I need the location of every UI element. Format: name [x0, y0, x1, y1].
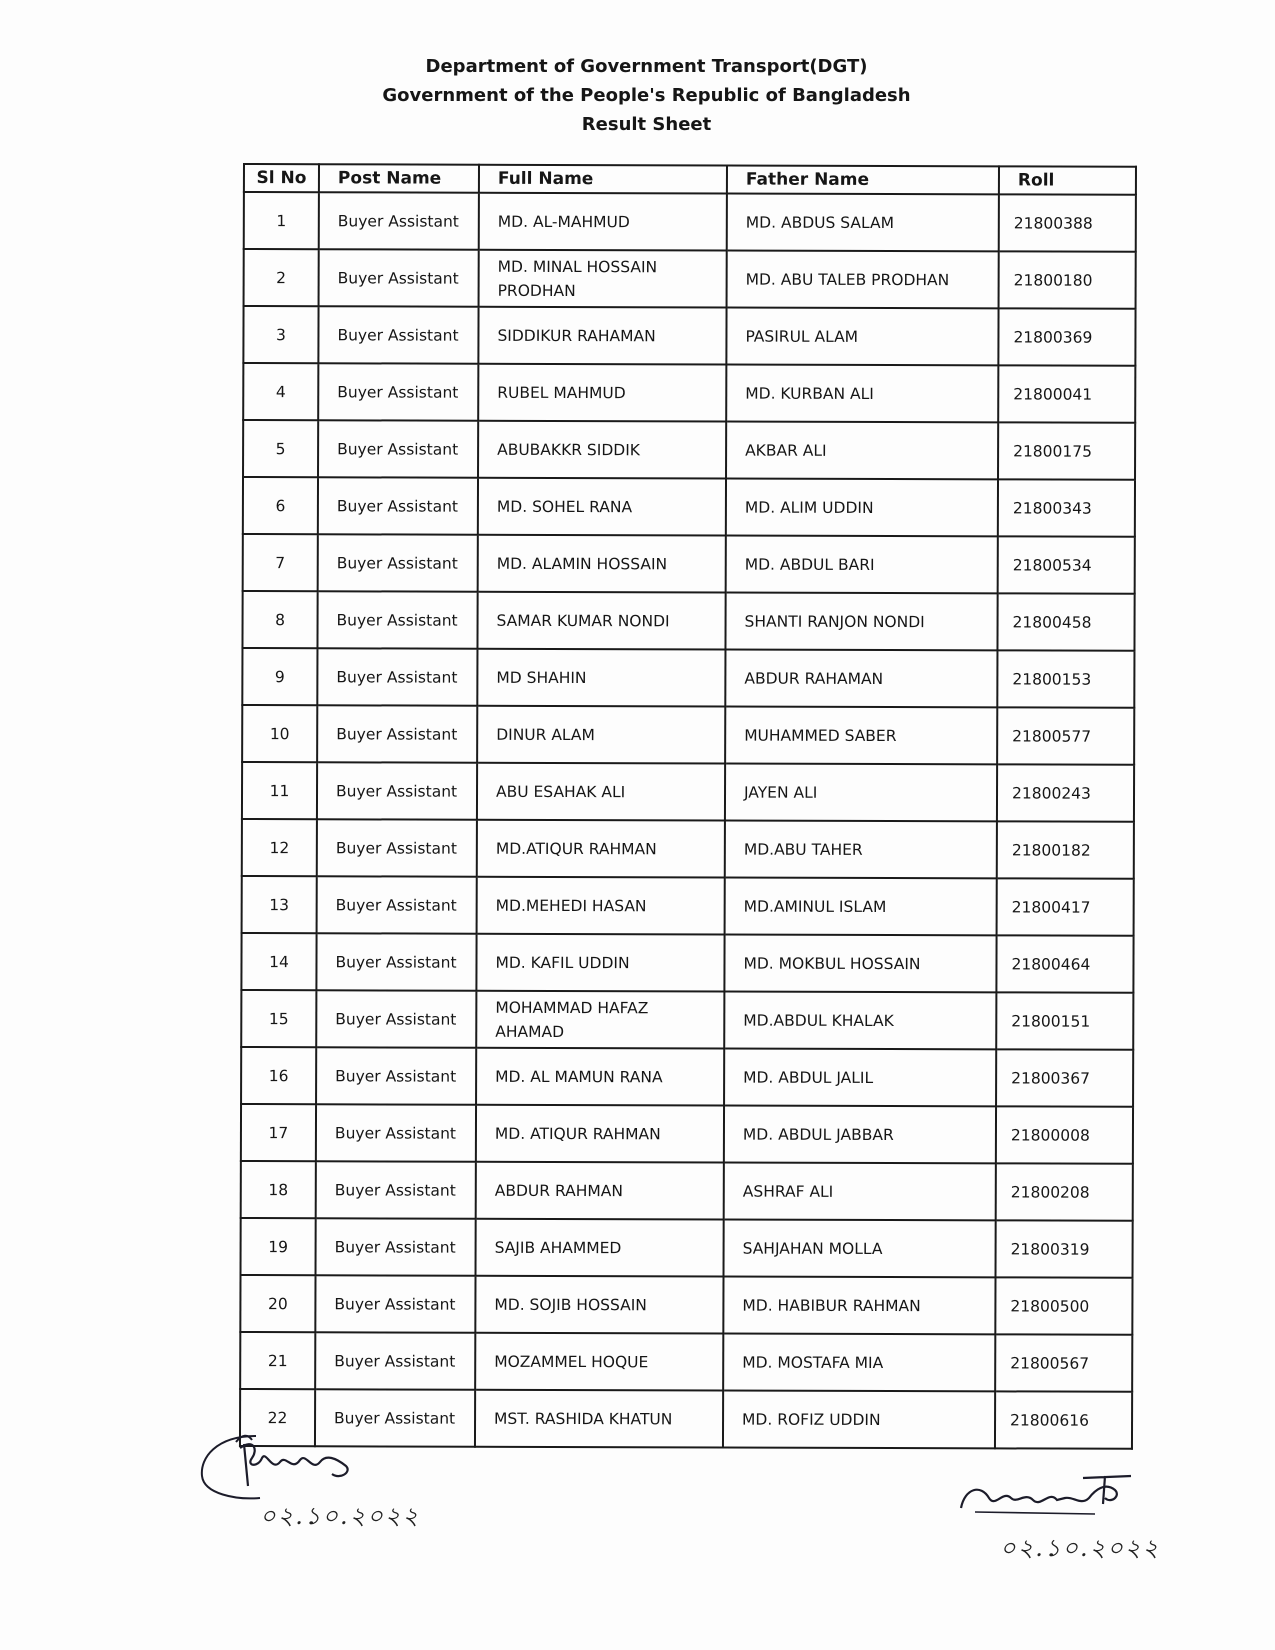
full-name-cell: MOZAMMEL HOQUE [475, 1333, 723, 1391]
table-row [243, 477, 1135, 537]
table-row [241, 1218, 1133, 1278]
father-name-cell: AKBAR ALI [726, 422, 998, 480]
sl-no-cell: 12 [242, 819, 317, 876]
right-signature-mark [955, 1468, 1145, 1528]
table-row [241, 933, 1133, 993]
full-name-cell: RUBEL MAHMUD [478, 364, 726, 422]
post-name-cell: Buyer Assistant [318, 477, 478, 535]
father-name-cell: MD. ROFIZ UDDIN [723, 1391, 995, 1449]
column-header-roll: Roll [999, 166, 1136, 194]
post-name-cell: Buyer Assistant [317, 762, 477, 820]
full-name-cell: MD. SOJIB HOSSAIN [475, 1276, 723, 1334]
document-header [0, 52, 1275, 139]
father-name-cell: ASHRAF ALI [724, 1163, 996, 1221]
full-name-cell: MD. MINAL HOSSAIN PRODHAN [479, 250, 727, 308]
roll-cell: 21800577 [997, 707, 1134, 764]
full-name-cell: SIDDIKUR RAHAMAN [478, 307, 726, 365]
roll-cell: 21800153 [997, 650, 1134, 707]
sl-no-cell: 2 [244, 249, 319, 306]
table-header-row [244, 164, 1136, 195]
roll-cell: 21800180 [999, 251, 1136, 308]
post-name-cell: Buyer Assistant [316, 1104, 476, 1162]
father-name-cell: MD. ABDUL JALIL [724, 1049, 996, 1107]
sl-no-cell: 11 [242, 762, 317, 819]
full-name-cell: MD. KAFIL UDDIN [476, 934, 724, 992]
father-name-cell: MD. ABDUL JABBAR [724, 1106, 996, 1164]
post-name-cell: Buyer Assistant [317, 819, 477, 877]
roll-cell: 21800369 [998, 308, 1135, 365]
roll-cell: 21800182 [997, 821, 1134, 878]
post-name-cell: Buyer Assistant [315, 1332, 475, 1390]
table-row [242, 762, 1134, 822]
father-name-cell: MD. HABIBUR RAHMAN [723, 1277, 995, 1335]
table-row [243, 420, 1135, 480]
full-name-cell: SAJIB AHAMMED [476, 1219, 724, 1277]
roll-cell: 21800367 [996, 1049, 1133, 1106]
sl-no-cell: 8 [242, 591, 317, 648]
roll-cell: 21800500 [995, 1277, 1132, 1334]
roll-cell: 21800319 [996, 1220, 1133, 1277]
roll-cell: 21800041 [998, 365, 1135, 422]
table-row [240, 1332, 1132, 1392]
sl-no-cell: 9 [242, 648, 317, 705]
table-row [243, 363, 1135, 423]
sl-no-cell: 4 [243, 363, 318, 420]
table-row [240, 1275, 1132, 1335]
father-name-cell: MD.ABDUL KHALAK [724, 992, 996, 1050]
column-header-full-name: Full Name [479, 165, 727, 194]
left-signature-date: ০২.১০.২০২২ [260, 1502, 421, 1530]
post-name-cell: Buyer Assistant [317, 591, 477, 649]
roll-cell: 21800464 [996, 935, 1133, 992]
sl-no-cell: 20 [240, 1275, 315, 1332]
full-name-cell: MD. AL MAMUN RANA [476, 1048, 724, 1106]
post-name-cell: Buyer Assistant [318, 534, 478, 592]
father-name-cell: MUHAMMED SABER [725, 707, 997, 765]
post-name-cell: Buyer Assistant [316, 1218, 476, 1276]
roll-cell: 21800175 [998, 422, 1135, 479]
table-row [241, 1047, 1133, 1107]
left-signature-mark [196, 1428, 366, 1508]
roll-cell: 21800208 [996, 1163, 1133, 1220]
full-name-cell: MST. RASHIDA KHATUN [475, 1390, 723, 1448]
post-name-cell: Buyer Assistant [316, 1161, 476, 1219]
left-signature [196, 1428, 366, 1508]
father-name-cell: MD. ABDUL BARI [726, 536, 998, 594]
father-name-cell: MD. ABDUS SALAM [727, 194, 999, 252]
table-row [242, 591, 1134, 651]
right-signature [955, 1468, 1145, 1528]
post-name-cell: Buyer Assistant [317, 705, 477, 763]
table-body [240, 192, 1136, 1449]
post-name-cell: Buyer Assistant [316, 933, 476, 991]
roll-cell: 21800343 [998, 479, 1135, 536]
full-name-cell: SAMAR KUMAR NONDI [477, 592, 725, 650]
sl-no-cell: 6 [243, 477, 318, 534]
father-name-cell: MD.AMINUL ISLAM [725, 878, 997, 936]
column-header-father-name: Father Name [727, 166, 999, 195]
post-name-cell: Buyer Assistant [315, 1275, 475, 1333]
sl-no-cell: 14 [241, 933, 316, 990]
post-name-cell: Buyer Assistant [316, 1047, 476, 1105]
father-name-cell: MD. MOKBUL HOSSAIN [724, 935, 996, 993]
full-name-cell: MD. ATIQUR RAHMAN [476, 1105, 724, 1163]
government-title: Government of the People's Republic of Bangladesh [382, 85, 911, 106]
full-name-cell: MD.MEHEDI HASAN [477, 877, 725, 935]
sl-no-cell: 15 [241, 990, 316, 1047]
post-name-cell: Buyer Assistant [317, 876, 477, 934]
post-name-cell: Buyer Assistant [318, 420, 478, 478]
roll-cell: 21800151 [996, 992, 1133, 1049]
table-row [244, 249, 1136, 309]
father-name-cell: PASIRUL ALAM [726, 308, 998, 366]
table-row [243, 534, 1135, 594]
post-name-cell: Buyer Assistant [317, 648, 477, 706]
table-row [242, 648, 1134, 708]
roll-cell: 21800388 [999, 194, 1136, 251]
father-name-cell: SHANTI RANJON NONDI [725, 593, 997, 651]
roll-cell: 21800616 [995, 1391, 1132, 1448]
right-signature-date: ০২.১০.২০২২ [1000, 1534, 1161, 1562]
column-header-post-name: Post Name [319, 164, 479, 193]
table-row [242, 705, 1134, 765]
sl-no-cell: 3 [243, 306, 318, 363]
roll-cell: 21800417 [997, 878, 1134, 935]
sl-no-cell: 5 [243, 420, 318, 477]
full-name-cell: ABUBAKKR SIDDIK [478, 421, 726, 479]
father-name-cell: MD. ABU TALEB PRODHAN [727, 251, 999, 309]
sl-no-cell: 10 [242, 705, 317, 762]
post-name-cell: Buyer Assistant [319, 249, 479, 307]
father-name-cell: SAHJAHAN MOLLA [724, 1220, 996, 1278]
table-row [242, 819, 1134, 879]
full-name-cell: ABDUR RAHMAN [476, 1162, 724, 1220]
sl-no-cell: 19 [241, 1218, 316, 1275]
roll-cell: 21800243 [997, 764, 1134, 821]
result-table [239, 163, 1137, 1450]
column-header-sl-no: Sl No [244, 164, 319, 192]
table-row [244, 192, 1136, 252]
father-name-cell: MD. ALIM UDDIN [726, 479, 998, 537]
result-sheet-title: Result Sheet [581, 114, 712, 135]
full-name-cell: MD. AL-MAHMUD [479, 193, 727, 251]
sl-no-cell: 13 [242, 876, 317, 933]
table-row [241, 1161, 1133, 1221]
sl-no-cell: 16 [241, 1047, 316, 1104]
sl-no-cell: 17 [241, 1104, 316, 1161]
full-name-cell: MD. ALAMIN HOSSAIN [478, 535, 726, 593]
father-name-cell: MD.ABU TAHER [725, 821, 997, 879]
post-name-cell: Buyer Assistant [316, 990, 476, 1048]
post-name-cell: Buyer Assistant [318, 363, 478, 421]
sl-no-cell: 18 [241, 1161, 316, 1218]
sl-no-cell: 7 [243, 534, 318, 591]
full-name-cell: DINUR ALAM [477, 706, 725, 764]
table-row [243, 306, 1135, 366]
full-name-cell: MD. SOHEL RANA [478, 478, 726, 536]
roll-cell: 21800458 [997, 593, 1134, 650]
roll-cell: 21800534 [998, 536, 1135, 593]
father-name-cell: MD. KURBAN ALI [726, 365, 998, 423]
father-name-cell: JAYEN ALI [725, 764, 997, 822]
full-name-cell: MOHAMMAD HAFAZ AHAMAD [476, 991, 724, 1049]
father-name-cell: MD. MOSTAFA MIA [723, 1334, 995, 1392]
roll-cell: 21800567 [995, 1334, 1132, 1391]
post-name-cell: Buyer Assistant [315, 1389, 475, 1447]
table-row [241, 990, 1133, 1050]
table-row [241, 1104, 1133, 1164]
sl-no-cell: 1 [244, 192, 319, 249]
roll-cell: 21800008 [996, 1106, 1133, 1163]
table-row [240, 1389, 1132, 1449]
post-name-cell: Buyer Assistant [318, 306, 478, 364]
full-name-cell: MD SHAHIN [477, 649, 725, 707]
full-name-cell: ABU ESAHAK ALI [477, 763, 725, 821]
sl-no-cell: 22 [240, 1389, 315, 1446]
full-name-cell: MD.ATIQUR RAHMAN [477, 820, 725, 878]
table-row [242, 876, 1134, 936]
father-name-cell: ABDUR RAHAMAN [725, 650, 997, 708]
sl-no-cell: 21 [240, 1332, 315, 1389]
post-name-cell: Buyer Assistant [319, 192, 479, 250]
department-title: Department of Government Transport(DGT) [425, 56, 868, 77]
